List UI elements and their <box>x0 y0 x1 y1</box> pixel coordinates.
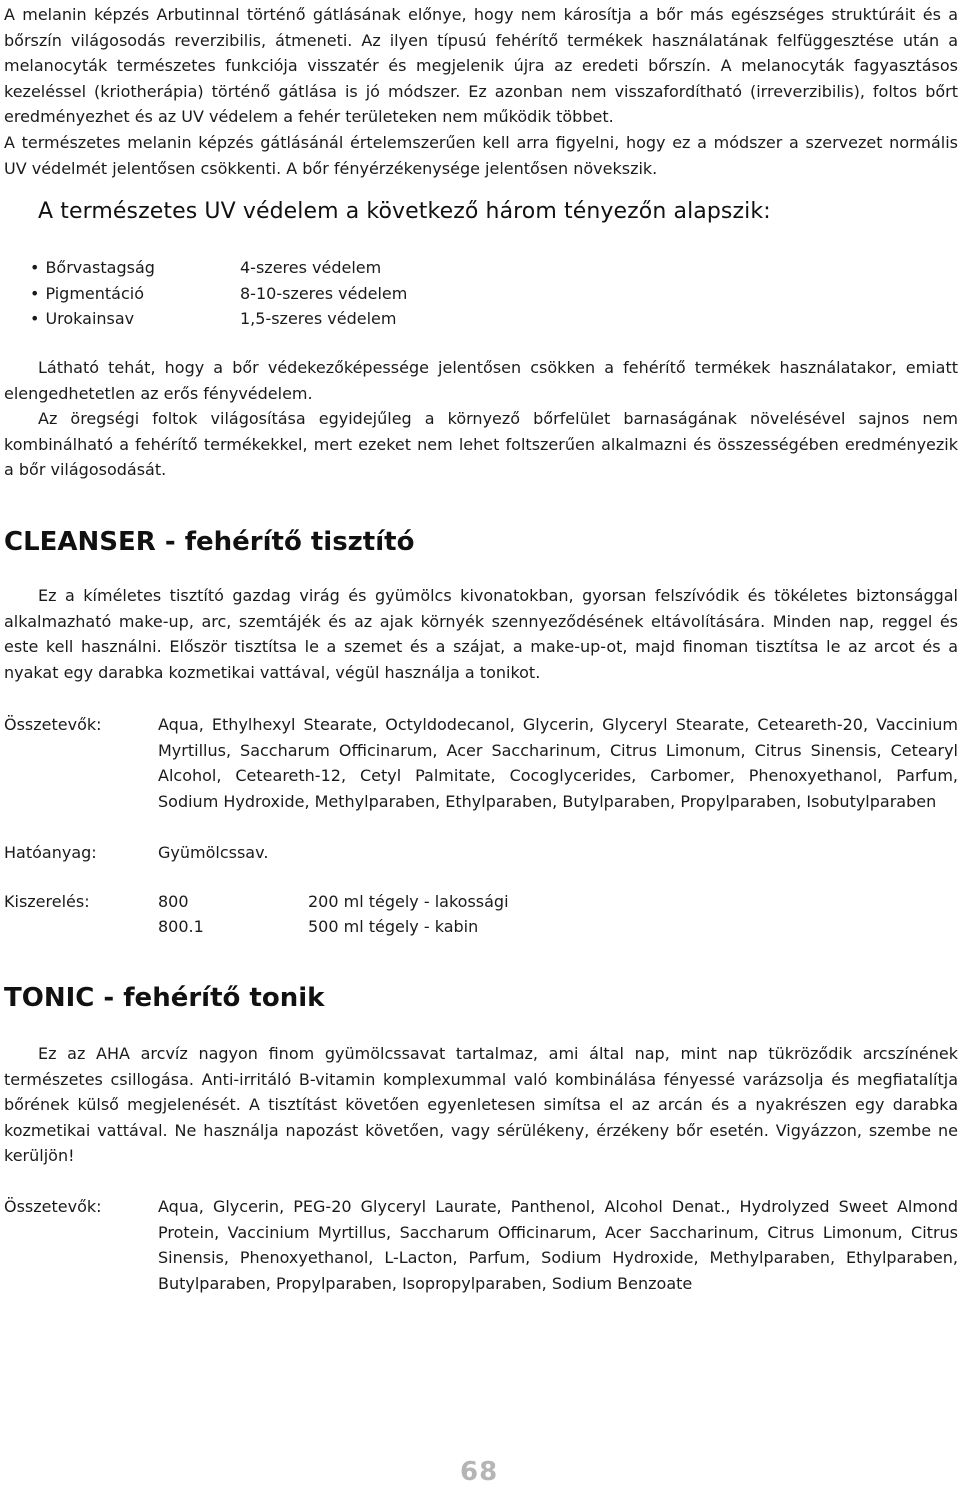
packaging-code: 800.1 <box>158 917 204 936</box>
cleanser-active: Gyümölcssav. <box>158 843 269 862</box>
factor-name: • Pigmentáció <box>30 281 240 307</box>
cleanser-ingredients: Aqua, Ethylhexyl Stearate, Octyldodecanol, Glycerin, Glyceryl Stearate, Ceteareth-20, Vaccinium Myrtillus, Saccharum Officinarum, Acer Saccharinum, Citrus Limonum, Citrus Sinensis, Cetearyl Alcohol, Ceteareth-12, Cetyl Palmitate, Cocoglycerides, Carbomer, Phenoxyethanol, Parfum, Sodium Hydroxide, Methylparaben, Ethylparaben, Butylparaben, Propylparaben, Isobutylparaben <box>158 715 958 811</box>
factor-value: 8-10-szeres védelem <box>240 283 408 303</box>
cleanser-packaging-label: Kiszerelés: <box>4 892 90 911</box>
page-number: 68 <box>460 1457 499 1487</box>
packaging-code: 800 <box>158 892 189 911</box>
packaging-row <box>158 889 509 915</box>
packaging-description: 500 ml tégely - kabin <box>308 917 479 936</box>
tonic-heading: TONIC - fehérítő tonik <box>4 983 325 1013</box>
tonic-description: Ez az AHA arcvíz nagyon finom gyümölcssavat tartalmaz, ami által nap, mint nap tükröződik arcszínének természetes csillogása. Anti-irritáló B-vitamin komplexummal való kombinálása fényessé varázsolja és megfiatalítja bőrének külső megjelenését. A tisztítást követően egyenletesen simítsa el az arcán és a nyakrészen egy darabka kozmetikai vattával. Ne használja napozást követően, vagy sérülékeny, érzékeny bőr esetén. Vigyázzon, szembe ne kerüljön! <box>4 1044 958 1165</box>
uv-paragraph-2: Az öregségi foltok világosítása egyidejűleg a környező bőrfelület barnaságának növelésével sajnos nem kombinálható a fehérítő termékekkel, mert ezeket nem lehet foltszerűen alkalmazni és összességében eredményezik a bőr világosodását. <box>4 409 958 479</box>
packaging-description: 200 ml tégely - lakossági <box>308 892 509 911</box>
cleanser-ingredients-label: Összetevők: <box>4 715 102 734</box>
factor-value: 1,5-szeres védelem <box>240 309 397 328</box>
intro-paragraph-2: A természetes melanin képzés gátlásánál értelemszerűen kell arra figyelni, hogy ez a módszer a szervezet normális UV védelmét jelentősen csökkenti. A bőr fényérzékenysége jelentősen növekszik. <box>4 133 958 178</box>
factor-name: • Bőrvastagság <box>30 255 240 281</box>
uv-protection-heading: A természetes UV védelem a következő három tényezőn alapszik: <box>38 199 771 224</box>
uv-paragraph-1: Látható tehát, hogy a bőr védekezőképessége jelentősen csökken a fehérítő termékek használatakor, emiatt elengedhetetlen az erős fényvédelem. <box>4 358 958 403</box>
packaging-row <box>158 914 478 940</box>
cleanser-active-label: Hatóanyag: <box>4 843 97 862</box>
intro-paragraph-1: A melanin képzés Arbutinnal történő gátlásának előnye, hogy nem károsítja a bőr más egészséges struktúráit és a bőrszín világosodás reverzibilis, átmeneti. Az ilyen típusú fehérítő termékek használatának felfüggesztése után a melanocyták természetes funkciója visszatér és megjelenik újra az eredeti bőrszín. A melanocyták fagyasztásos kezeléssel (kriotherápia) történő gátlása is jó módszer. Ez azonban nem visszafordítható (irreverzibilis), foltos bőrt eredményezhet és az UV védelem a fehér területeken nem működik többet. <box>4 5 958 126</box>
uv-factor-list <box>30 255 407 332</box>
cleanser-description: Ez a kíméletes tisztító gazdag virág és gyümölcs kivonatokban, gyorsan felszívódik és tökéletes biztonsággal alkalmazható make-up, arc, szemtájék és az ajak környék szennyeződésének eltávolítására. Minden nap, reggel és este kell használni. Először tisztítsa le a szemet és a szájat, a make-up-ot, majd finoman tisztítsa le az arcot és a nyakat egy darabka kozmetikai vattával, végül használja a tonikot. <box>4 586 958 682</box>
factor-value: 4-szeres védelem <box>240 258 382 277</box>
cleanser-heading: CLEANSER - fehérítő tisztító <box>4 527 415 557</box>
tonic-ingredients: Aqua, Glycerin, PEG-20 Glyceryl Laurate, Panthenol, Alcohol Denat., Hydrolyzed Sweet Almond Protein, Vaccinium Myrtillus, Saccharum Officinarum, Acer Saccharinum, Citrus Limonum, Citrus Sinensis, Phenoxyethanol, L-Lacton, Parfum, Sodium Hydroxide, Methylparaben, Ethylparaben, Butylparaben, Propylparaben, Isopropylparaben, Sodium Benzoate <box>158 1197 958 1293</box>
factor-name: • Urokainsav <box>30 306 240 332</box>
tonic-ingredients-label: Összetevők: <box>4 1197 102 1216</box>
list-item <box>30 255 407 281</box>
list-item <box>30 281 407 307</box>
list-item <box>30 306 407 332</box>
